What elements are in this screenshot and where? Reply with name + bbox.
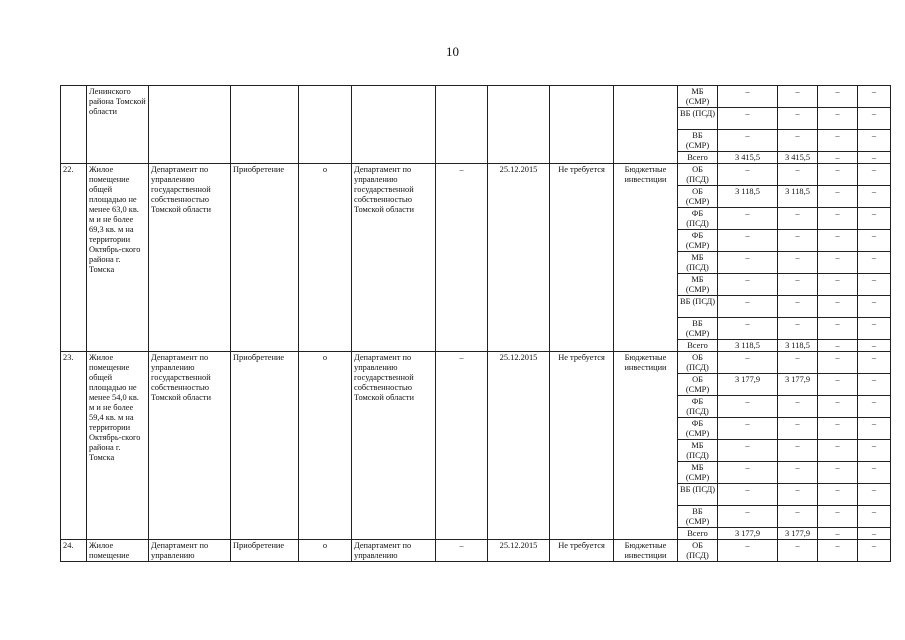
budget-row-value-4: –: [858, 462, 891, 484]
estimated-cost: –: [436, 540, 488, 562]
budget-row-value-3: –: [818, 86, 858, 108]
object-name: Жилое помещение: [87, 540, 149, 562]
work-type: Приобретение: [231, 352, 299, 540]
budget-row-code: ВБ (СМР): [678, 130, 718, 152]
total-row-value-2: 3 118,5: [778, 340, 818, 352]
work-type: Приобретение: [231, 540, 299, 562]
budget-row-value-2: –: [778, 440, 818, 462]
total-row-code: Всего: [678, 152, 718, 164]
budget-row-code: ОБ (ПСД): [678, 540, 718, 562]
expertise: [550, 86, 614, 164]
total-row-value-2: 3 177,9: [778, 528, 818, 540]
budget-row-value-3: –: [818, 440, 858, 462]
budget-row-value-2: –: [778, 230, 818, 252]
budget-row-value-2: –: [778, 484, 818, 506]
budget-row-value-1: –: [718, 230, 778, 252]
total-row-value-3: –: [818, 152, 858, 164]
budget-row-value-1: –: [718, 164, 778, 186]
budget-row-code: ФБ (СМР): [678, 418, 718, 440]
budget-row-value-4: –: [858, 208, 891, 230]
budget-row-value-3: –: [818, 274, 858, 296]
funding-source: [614, 86, 678, 164]
budget-row-value-3: –: [818, 540, 858, 562]
budget-row-code: ОБ (ПСД): [678, 352, 718, 374]
budget-row-code: ФБ (ПСД): [678, 208, 718, 230]
budget-row-value-2: –: [778, 462, 818, 484]
budget-row-value-4: –: [858, 374, 891, 396]
commission-date: 25.12.2015: [488, 540, 550, 562]
budget-row-value-4: –: [858, 418, 891, 440]
budget-row-value-4: –: [858, 130, 891, 152]
budget-row-value-2: –: [778, 164, 818, 186]
total-row-value-2: 3 415,5: [778, 152, 818, 164]
budget-row-value-4: –: [858, 252, 891, 274]
budget-row-value-3: –: [818, 208, 858, 230]
budget-row-value-1: –: [718, 274, 778, 296]
budget-row-value-2: –: [778, 506, 818, 528]
budget-row-value-3: –: [818, 506, 858, 528]
budget-row-value-1: –: [718, 484, 778, 506]
expertise: Не требуется: [550, 352, 614, 540]
total-row-code: Всего: [678, 528, 718, 540]
funding-source: Бюджетные инвестиции: [614, 164, 678, 352]
developer: Департамент по управлению государственной собственностью Томской области: [352, 352, 436, 540]
budget-row-value-1: –: [718, 440, 778, 462]
budget-row-code: МБ (ПСД): [678, 252, 718, 274]
budget-row-value-4: –: [858, 540, 891, 562]
budget-row-value-2: –: [778, 318, 818, 340]
total-row-value-3: –: [818, 340, 858, 352]
commission-date: [488, 86, 550, 164]
total-row-value-1: 3 118,5: [718, 340, 778, 352]
budget-row-value-1: –: [718, 352, 778, 374]
budget-row-value-1: –: [718, 318, 778, 340]
estimated-cost: –: [436, 164, 488, 352]
table-row: [61, 540, 891, 562]
investment-table: [60, 85, 891, 562]
table-body: [61, 86, 891, 562]
budget-row-value-3: –: [818, 318, 858, 340]
estimated-cost: [436, 86, 488, 164]
budget-row-value-3: –: [818, 296, 858, 318]
budget-row-value-1: 3 118,5: [718, 186, 778, 208]
table-row: [61, 352, 891, 374]
developer: Департамент по управлению государственной собственностью Томской области: [352, 164, 436, 352]
budget-row-value-2: –: [778, 540, 818, 562]
total-row-code: Всего: [678, 340, 718, 352]
row-number: 23.: [61, 352, 87, 540]
budget-row-value-3: –: [818, 230, 858, 252]
budget-row-value-1: –: [718, 252, 778, 274]
budget-row-value-2: –: [778, 252, 818, 274]
budget-row-code: ФБ (ПСД): [678, 396, 718, 418]
row-number: 22.: [61, 164, 87, 352]
budget-row-value-1: 3 177,9: [718, 374, 778, 396]
capacity: о: [299, 352, 352, 540]
budget-row-value-1: –: [718, 130, 778, 152]
budget-row-value-2: –: [778, 296, 818, 318]
table-row: [61, 164, 891, 186]
budget-row-value-3: –: [818, 186, 858, 208]
total-row-value-4: –: [858, 340, 891, 352]
object-name: Ленинского района Томской области: [87, 86, 149, 164]
budget-row-value-2: –: [778, 108, 818, 130]
budget-row-code: МБ (СМР): [678, 274, 718, 296]
budget-row-code: МБ (СМР): [678, 86, 718, 108]
budget-row-value-1: –: [718, 462, 778, 484]
funding-source: Бюджетные инвестиции: [614, 540, 678, 562]
total-row-value-1: 3 177,9: [718, 528, 778, 540]
budget-row-value-3: –: [818, 108, 858, 130]
capacity: [299, 86, 352, 164]
total-row-value-4: –: [858, 152, 891, 164]
budget-row-value-4: –: [858, 186, 891, 208]
commission-date: 25.12.2015: [488, 164, 550, 352]
budget-row-value-4: –: [858, 484, 891, 506]
budget-row-value-4: –: [858, 352, 891, 374]
developer: Департамент по управлению: [352, 540, 436, 562]
budget-row-value-4: –: [858, 506, 891, 528]
budget-row-code: ВБ (ПСД): [678, 484, 718, 506]
object-name: Жилое помещение общей площадью не менее 63,0 кв. м и не более 69,3 кв. м на территории Октябрь-ского района г. Томска: [87, 164, 149, 352]
budget-row-value-2: 3 177,9: [778, 374, 818, 396]
budget-row-code: ВБ (СМР): [678, 506, 718, 528]
expertise: Не требуется: [550, 164, 614, 352]
budget-row-value-3: –: [818, 352, 858, 374]
object-name: Жилое помещение общей площадью не менее 54,0 кв. м и не более 59,4 кв. м на территории Октябрь-ского района г. Томска: [87, 352, 149, 540]
budget-row-value-2: –: [778, 418, 818, 440]
work-type: Приобретение: [231, 164, 299, 352]
table-row: [61, 86, 891, 108]
budget-row-code: МБ (СМР): [678, 462, 718, 484]
budget-row-value-2: –: [778, 396, 818, 418]
budget-row-code: МБ (ПСД): [678, 440, 718, 462]
budget-row-value-1: –: [718, 86, 778, 108]
budget-row-value-3: –: [818, 418, 858, 440]
customer: Департамент по управлению: [149, 540, 231, 562]
budget-row-value-1: –: [718, 506, 778, 528]
customer: Департамент по управлению государственной собственностью Томской области: [149, 352, 231, 540]
budget-row-value-2: –: [778, 274, 818, 296]
budget-row-value-1: –: [718, 418, 778, 440]
budget-row-value-2: –: [778, 352, 818, 374]
budget-row-value-2: 3 118,5: [778, 186, 818, 208]
capacity: о: [299, 540, 352, 562]
budget-row-value-3: –: [818, 374, 858, 396]
developer: [352, 86, 436, 164]
budget-row-value-4: –: [858, 440, 891, 462]
budget-row-value-3: –: [818, 396, 858, 418]
estimated-cost: –: [436, 352, 488, 540]
budget-row-value-2: –: [778, 130, 818, 152]
budget-row-code: ВБ (ПСД): [678, 108, 718, 130]
budget-row-code: ОБ (СМР): [678, 186, 718, 208]
budget-row-value-4: –: [858, 296, 891, 318]
commission-date: 25.12.2015: [488, 352, 550, 540]
budget-row-value-4: –: [858, 164, 891, 186]
page-number: 10: [446, 44, 459, 59]
budget-row-value-1: –: [718, 540, 778, 562]
budget-row-value-4: –: [858, 86, 891, 108]
customer: [149, 86, 231, 164]
row-number: [61, 86, 87, 164]
budget-row-value-2: –: [778, 86, 818, 108]
budget-row-code: ОБ (ПСД): [678, 164, 718, 186]
total-row-value-4: –: [858, 528, 891, 540]
funding-source: Бюджетные инвестиции: [614, 352, 678, 540]
budget-row-code: ОБ (СМР): [678, 374, 718, 396]
budget-row-value-3: –: [818, 164, 858, 186]
budget-row-value-1: –: [718, 396, 778, 418]
budget-row-code: ВБ (ПСД): [678, 296, 718, 318]
budget-row-code: ВБ (СМР): [678, 318, 718, 340]
budget-row-value-1: –: [718, 296, 778, 318]
budget-row-value-4: –: [858, 230, 891, 252]
budget-row-value-3: –: [818, 484, 858, 506]
total-row-value-3: –: [818, 528, 858, 540]
row-number: 24.: [61, 540, 87, 562]
budget-row-value-1: –: [718, 208, 778, 230]
budget-row-value-3: –: [818, 462, 858, 484]
customer: Департамент по управлению государственной собственностью Томской области: [149, 164, 231, 352]
budget-row-value-2: –: [778, 208, 818, 230]
budget-row-value-4: –: [858, 274, 891, 296]
budget-row-value-4: –: [858, 108, 891, 130]
total-row-value-1: 3 415,5: [718, 152, 778, 164]
expertise: Не требуется: [550, 540, 614, 562]
budget-row-value-4: –: [858, 318, 891, 340]
budget-row-value-1: –: [718, 108, 778, 130]
budget-row-code: ФБ (СМР): [678, 230, 718, 252]
budget-row-value-3: –: [818, 130, 858, 152]
budget-row-value-3: –: [818, 252, 858, 274]
capacity: о: [299, 164, 352, 352]
budget-row-value-4: –: [858, 396, 891, 418]
work-type: [231, 86, 299, 164]
